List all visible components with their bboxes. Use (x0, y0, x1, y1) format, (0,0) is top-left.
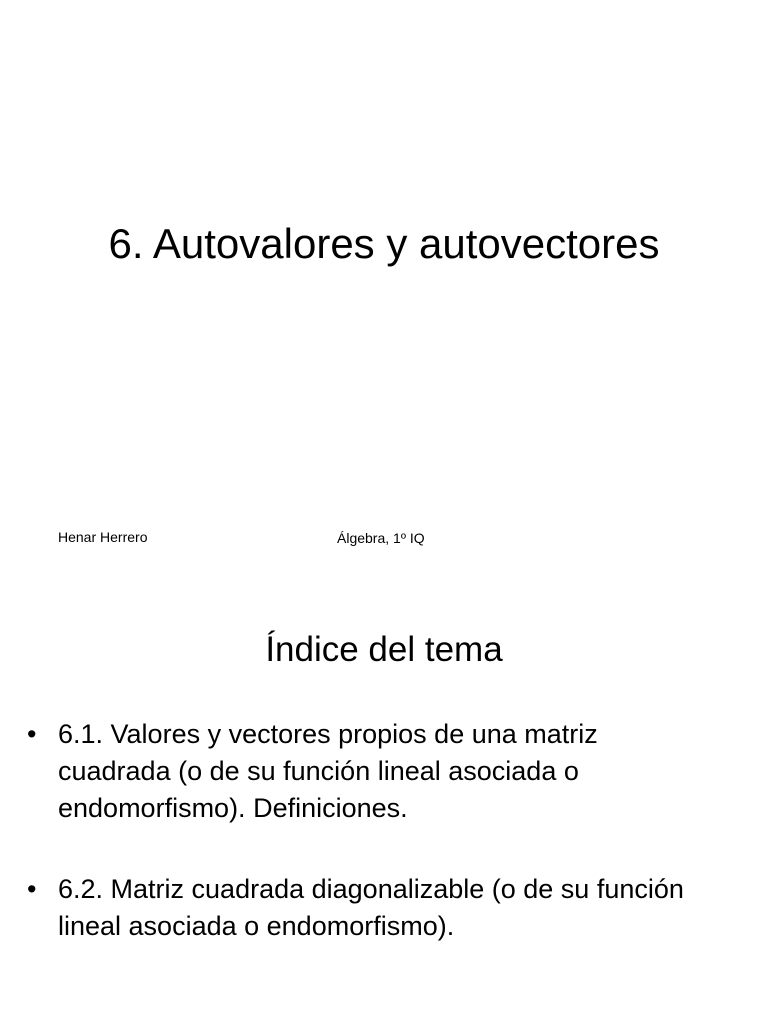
footer-author: Henar Herrero (58, 529, 148, 545)
footer-course: Álgebra, 1º IQ (337, 530, 425, 546)
index-slide (0, 576, 768, 1024)
slide-title: 6. Autovalores y autovectores (108, 220, 660, 267)
list-item (27, 871, 707, 945)
bullet-icon: • (27, 874, 37, 904)
list-item (27, 716, 707, 827)
topic-list (27, 716, 707, 989)
bullet-icon: • (27, 719, 37, 749)
list-item-text: 6.2. Matriz cuadrada diagonalizable (o de su función lineal asociada o endomorfismo). (58, 874, 684, 941)
list-item-text: 6.1. Valores y vectores propios de una matriz cuadrada (o de su función lineal asociada o endomorfismo). Definiciones. (58, 719, 598, 823)
index-title: Índice del tema (265, 630, 503, 669)
